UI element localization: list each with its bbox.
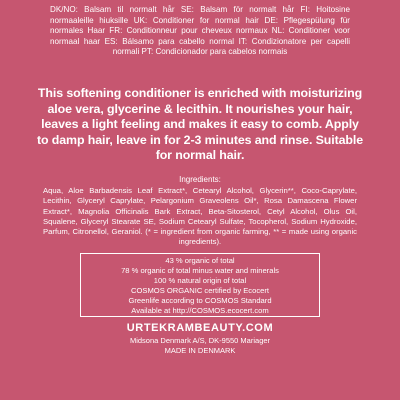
website: URTEKRAMBEAUTY.COM bbox=[126, 322, 274, 334]
company-address bbox=[0, 336, 400, 356]
certification-box bbox=[80, 253, 320, 317]
made-in: MADE IN DENMARK bbox=[164, 346, 236, 355]
certification-line: Available at http://COSMOS.ecocert.com bbox=[131, 306, 269, 315]
address-line: Midsona Denmark A/S, DK-9550 Mariager bbox=[129, 336, 271, 345]
certification-line: COSMOS ORGANIC certified by Ecocert bbox=[131, 286, 269, 295]
product-description: This softening conditioner is enriched with moisturizing aloe vera, glycerine & lecithin. It nourishes your hair, leaves a light feeling and makes it easy to comb. Apply to damp hair, leave in for 2-3 minutes and rinse. Suitable for normal hair. bbox=[36, 86, 364, 162]
language-names: DK/NO: Balsam til normalt hår SE: Balsam för normalt hår FI: Hoitosine normaaleille hiuksille UK: Conditioner for normal hair DE: Pflegespülung für normales Haar FR: Conditionneur pour cheveux normaux NL: Conditioner voor normaal haar ES: Bálsamo para cabello normal IT: Condizionatore per capelli normali PT: Condicionador para cabelos normais bbox=[50, 5, 350, 57]
certification-line: 43 % organic of total bbox=[165, 256, 235, 265]
ingredients-title: Ingredients: bbox=[179, 175, 221, 184]
certification-line: Greenlife according to COSMOS Standard bbox=[128, 296, 272, 305]
certification-line: 78 % organic of total minus water and minerals bbox=[121, 266, 279, 275]
ingredients-list: Aqua, Aloe Barbadensis Leaf Extract*, Cetearyl Alcohol, Glycerin**, Coco-Caprylate, Lecithin, Glyceryl Caprylate, Pelargonium Graveolens Oil*, Rosa Damascena Flower Extract*, Magnolia Officinalis Bark Extract, Beta-Sitosterol, Cetyl Alcohol, Olus Oil, Squalene, Glyceryl Stearate SE, Sodium Cetearyl Sulfate, Tocopherol, Sodium Hydroxide, Parfum, Citronellol, Geraniol. (* = ingredient from organic farming, ** = made using organic ingredients). bbox=[43, 186, 357, 247]
certification-line: 100 % natural origin of total bbox=[153, 276, 247, 285]
